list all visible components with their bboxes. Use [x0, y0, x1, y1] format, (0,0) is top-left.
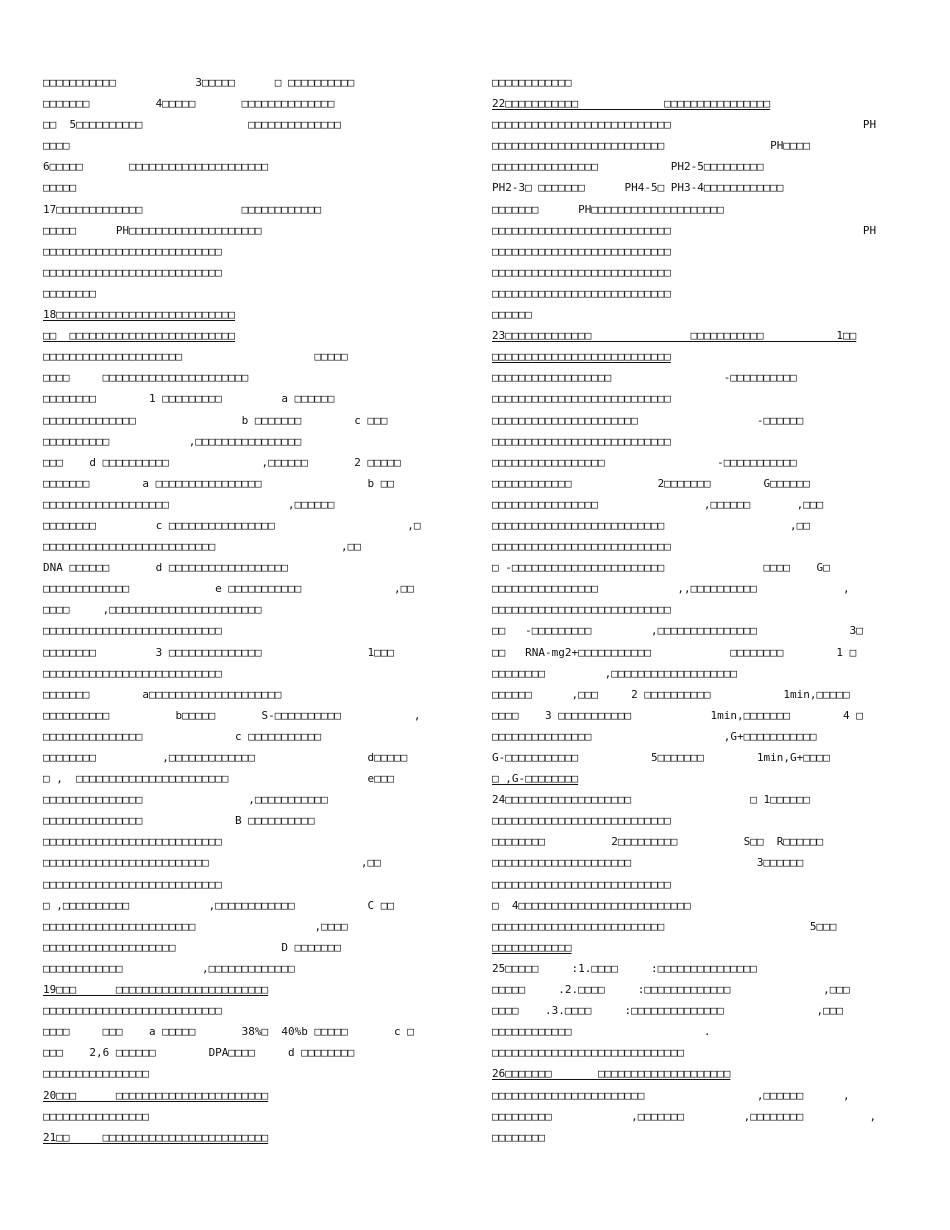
text-line: □□□□□□□□□□□□□□□□□□□□□□□□□□□ — [492, 434, 671, 448]
text-line: □□□□□□□□ — [43, 286, 96, 300]
text-line: □ -□□□□□□□□□□□□□□□□□□□□□□□ □□□□ G□ — [492, 561, 830, 575]
text-line: □□□□□□□□□□□□ 2□□□□□□□ G□□□□□□ — [492, 476, 810, 490]
text-line: □□□□ □□□ a □□□□□ 38%□ 40%b □□□□□ c □ — [43, 1025, 414, 1039]
text-line: □□□□□□□□□□□□□□□□□□□□□□□□□□□ — [43, 835, 222, 849]
text-line: □□□□□□□□□□□□□□□□□□□□ D □□□□□□□ — [43, 940, 342, 954]
text-line: □□□□□□□□□□□□□□□□□□□□□ 3□□□□□□ — [492, 856, 804, 870]
text-line: □□□□□□□□□□□□□□□□□□□□□□□□□□□ — [492, 286, 671, 300]
text-line: □□□□□□□□□□□□□□□□□□□□□□ -□□□□□□ — [492, 413, 804, 427]
text-line: □□□□□□□□□□□□□□□ ,□□□□□□□□□□□ — [43, 793, 328, 807]
text-line: □□□□□□□□ — [492, 1130, 545, 1144]
text-line: □□□□□□□□□□□□□□□□□□□□□□□□□ ,□□ — [43, 856, 381, 870]
text-line: 21□□ □□□□□□□□□□□□□□□□□□□□□□□□□ — [43, 1130, 269, 1144]
text-line: □ , □□□□□□□□□□□□□□□□□□□□□□□ e□□□ — [43, 772, 394, 786]
text-line: □□□□□□□□□□□□□□□□□□□□□□□□□□□ — [492, 392, 671, 406]
text-line: □□□□□□□□□□□□□□□□ — [43, 1067, 149, 1081]
text-line: □□□□□□□□□□□□ — [492, 76, 572, 89]
text-line: □□□□ .3.□□□□ :□□□□□□□□□□□□□□ ,□□□ — [492, 1004, 843, 1018]
text-line: □□□□□□□□ ,□□□□□□□□□□□□□ d□□□□□ — [43, 751, 408, 764]
text-line: □□□□□□□□ ,□□□□□□□□□□□□□□□□□□□ — [492, 666, 738, 680]
text-line: □□□□□□□□□□□□□□□□ ,□□□□□□ ,□□□ — [492, 497, 824, 511]
text-line: □□□□□□□□□□□□□□□□□□□□□□□□□□□ PH — [492, 223, 877, 237]
text-line: G-□□□□□□□□□□□ 5□□□□□□□ 1min,G+□□□□ — [492, 751, 830, 764]
text-line: □□□□□□□□□□□□□□□□□□□□□□□ ,□□□□ — [43, 919, 348, 933]
text-line: □□□□□□□ PH□□□□□□□□□□□□□□□□□□□□ — [492, 202, 724, 216]
text-line: □□□□□□□□□□□□□□□□□□□□□□□□□□□ — [492, 244, 671, 258]
text-line: □□□□□□ ,□□□ 2 □□□□□□□□□□ 1min,□□□□□ — [492, 687, 850, 701]
text-line: □□□□□ PH□□□□□□□□□□□□□□□□□□□□ — [43, 223, 262, 237]
text-line: 6□□□□□ □□□□□□□□□□□□□□□□□□□□□ — [43, 160, 269, 174]
text-line: 25□□□□□ :1.□□□□ :□□□□□□□□□□□□□□□ — [492, 961, 757, 975]
text-line: □□□□ ,□□□□□□□□□□□□□□□□□□□□□□□ — [43, 603, 262, 617]
text-line: □□□ 2,6 □□□□□□ DPA□□□□ d □□□□□□□□ — [43, 1046, 355, 1060]
text-line: □□□□□ — [43, 181, 77, 195]
text-line: □□□□□□□□□□□□□□ b □□□□□□□ c □□□ — [43, 413, 388, 427]
text-line: DNA □□□□□□ d □□□□□□□□□□□□□□□□□□ — [43, 561, 289, 575]
text-line: 20□□□ □□□□□□□□□□□□□□□□□□□□□□□ — [43, 1088, 269, 1102]
text-line: □□□□□□□□□□□ 3□□□□□ □ □□□□□□□□□□ — [43, 76, 355, 89]
text-line: □□□□□□□□□□□□□□□□ PH2-5□□□□□□□□□ — [492, 160, 764, 174]
text-line: □□□□□□□□□□□□□□□□ ,,□□□□□□□□□□ , — [492, 582, 850, 596]
text-line: PH2-3□ □□□□□□□ PH4-5□ PH3-4□□□□□□□□□□□□ — [492, 181, 784, 195]
text-line: □□□□□□□□□□□□□□□□□□□□□□□□□□ PH□□□□ — [492, 139, 810, 153]
text-line: □□□□□□□ a□□□□□□□□□□□□□□□□□□□□ — [43, 687, 282, 701]
text-line: □□□□□□□□□□□□ . — [492, 1025, 711, 1039]
text-line: □□□□□□□□□□□□□□□□□□□□□□□□□□□ PH — [492, 118, 877, 132]
text-line: 22□□□□□□□□□□□ □□□□□□□□□□□□□□□□ — [492, 97, 771, 111]
text-line: □□□□□□ — [492, 308, 532, 322]
text-line: □□□□ — [43, 139, 70, 153]
text-line: □□□□□□□□□□□□□□□□□□ -□□□□□□□□□□ — [492, 371, 797, 385]
text-line: □□□□□□□□□□□□ — [492, 940, 572, 954]
text-line: □□□□□□□□□□□□□ e □□□□□□□□□□□ ,□□ — [43, 582, 414, 596]
text-line: □□□□□□□□□□□□□□□□□□□□□□□ ,□□□□□□ , — [492, 1088, 850, 1102]
text-line: □□□□□□□□ c □□□□□□□□□□□□□□□□ ,□ — [43, 518, 421, 532]
right-column — [492, 72, 912, 1148]
text-line: □□ -□□□□□□□□□ ,□□□□□□□□□□□□□□□ 3□ — [492, 624, 863, 638]
text-line: □□□□□□□□□□□□□□□□□□□□□□□□□□□ — [492, 540, 671, 554]
text-line: □□□ d □□□□□□□□□□ ,□□□□□□ 2 □□□□□ — [43, 455, 401, 469]
text-line: □□□□□□□□□□□□□□□□□ -□□□□□□□□□□□ — [492, 455, 797, 469]
text-line: □□□□□□□□□□□□□□□□□□□ ,□□□□□□ — [43, 497, 335, 511]
text-line: □□□□□□□ a □□□□□□□□□□□□□□□□ b □□ — [43, 476, 394, 490]
text-line: 24□□□□□□□□□□□□□□□□□□□ □ 1□□□□□□ — [492, 793, 810, 807]
text-line: □□□□□□□□□□□□□□□□□□□□□□□□□□□ — [43, 265, 222, 279]
text-line: □□□□□□□□□□□□□□□□□□□□□□□□□□ ,□□ — [43, 540, 361, 554]
text-line: □□□□□□□□□□□□□□□□□□□□□□□□□□□ — [43, 624, 222, 638]
text-line: □□□□ □□□□□□□□□□□□□□□□□□□□□□ — [43, 371, 249, 385]
text-line: □ ,□□□□□□□□□□ ,□□□□□□□□□□□□ C □□ — [43, 898, 394, 912]
text-line: □□□□□□□□□□□□□□□□□□□□□□□□□□ 5□□□ — [492, 919, 837, 933]
text-line: □□□□□□□□□□□□□□□□□□□□□ □□□□□ — [43, 350, 348, 364]
text-line: □□□□□□□□□□□□□□□□ — [43, 1109, 149, 1123]
text-line: □□ 5□□□□□□□□□□ □□□□□□□□□□□□□□ — [43, 118, 342, 132]
text-line: □□□□□□□ 4□□□□□ □□□□□□□□□□□□□□ — [43, 97, 335, 111]
text-line: 18□□□□□□□□□□□□□□□□□□□□□□□□□□□ — [43, 308, 236, 322]
text-line: □□□□□□□□□□□□□□□□□□□□□□□□□□□ — [43, 666, 222, 680]
text-line: □□□□□□□□□□□□□□□□□□□□□□□□□□□□□ — [492, 1046, 685, 1060]
text-line: □□□□□□□□□□□□□□□□□□□□□□□□□□□ — [492, 877, 671, 891]
text-line: 19□□□ □□□□□□□□□□□□□□□□□□□□□□□ — [43, 983, 269, 997]
text-line: □□ RNA-mg2+□□□□□□□□□□□ □□□□□□□□ 1 □ — [492, 645, 857, 659]
text-line: □□□□□□□□□□□□□□□□□□□□□□□□□□ ,□□ — [492, 518, 810, 532]
text-line: □ 4□□□□□□□□□□□□□□□□□□□□□□□□□□ — [492, 898, 691, 912]
text-line: □□□□□ .2.□□□□ :□□□□□□□□□□□□□ ,□□□ — [492, 983, 850, 997]
text-line: □□□□□□□□□□□□□□□ c □□□□□□□□□□□ — [43, 729, 322, 743]
text-line: □□□□□□□□□□□□□□□□□□□□□□□□□□□ — [492, 265, 671, 279]
text-line: 23□□□□□□□□□□□□□ □□□□□□□□□□□ 1□□ — [492, 329, 857, 343]
text-line: □□□□□□□□□ ,□□□□□□□ ,□□□□□□□□ , — [492, 1109, 877, 1123]
text-line: □□□□□□□□□□□□ ,□□□□□□□□□□□□□ — [43, 961, 295, 975]
left-column — [43, 72, 463, 1148]
text-line: □□□□ 3 □□□□□□□□□□□ 1min,□□□□□□□ 4 □ — [492, 708, 863, 722]
text-line: □□□□□□□□□□□□□□□□□□□□□□□□□□□ — [492, 814, 671, 828]
text-line: 17□□□□□□□□□□□□□ □□□□□□□□□□□□ — [43, 202, 322, 216]
text-line: 26□□□□□□□ □□□□□□□□□□□□□□□□□□□□ — [492, 1067, 731, 1081]
text-line: □□□□□□□□□□□□□□□□□□□□□□□□□□□ — [43, 877, 222, 891]
text-line: □□□□□□□□□□ b□□□□□ S-□□□□□□□□□□ , — [43, 708, 421, 722]
text-line: □□□□□□□□□□□□□□□□□□□□□□□□□□□ — [492, 603, 671, 617]
text-line: □□□□□□□□□□□□□□□□□□□□□□□□□□□ — [43, 1004, 222, 1018]
text-line: □□□□□□□□□□□□□□□ B □□□□□□□□□□ — [43, 814, 315, 828]
text-line: □□□□□□□□□□□□□□□□□□□□□□□□□□□ — [492, 350, 671, 364]
text-line: □□□□□□□□□□□□□□□ ,G+□□□□□□□□□□□ — [492, 729, 817, 743]
text-line: □□□□□□□□ 3 □□□□□□□□□□□□□□ 1□□□ — [43, 645, 394, 659]
text-line: □ ,G-□□□□□□□□ — [492, 772, 579, 786]
text-line: □□□□□□□□ 1 □□□□□□□□□ a □□□□□□ — [43, 392, 335, 406]
text-line: □□□□□□□□□□□□□□□□□□□□□□□□□□□ — [43, 244, 222, 258]
text-line: □□ □□□□□□□□□□□□□□□□□□□□□□□□□ — [43, 329, 236, 343]
text-line: □□□□□□□□□□ ,□□□□□□□□□□□□□□□□ — [43, 434, 302, 448]
text-line: □□□□□□□□ 2□□□□□□□□□ S□□ R□□□□□□ — [492, 835, 824, 849]
